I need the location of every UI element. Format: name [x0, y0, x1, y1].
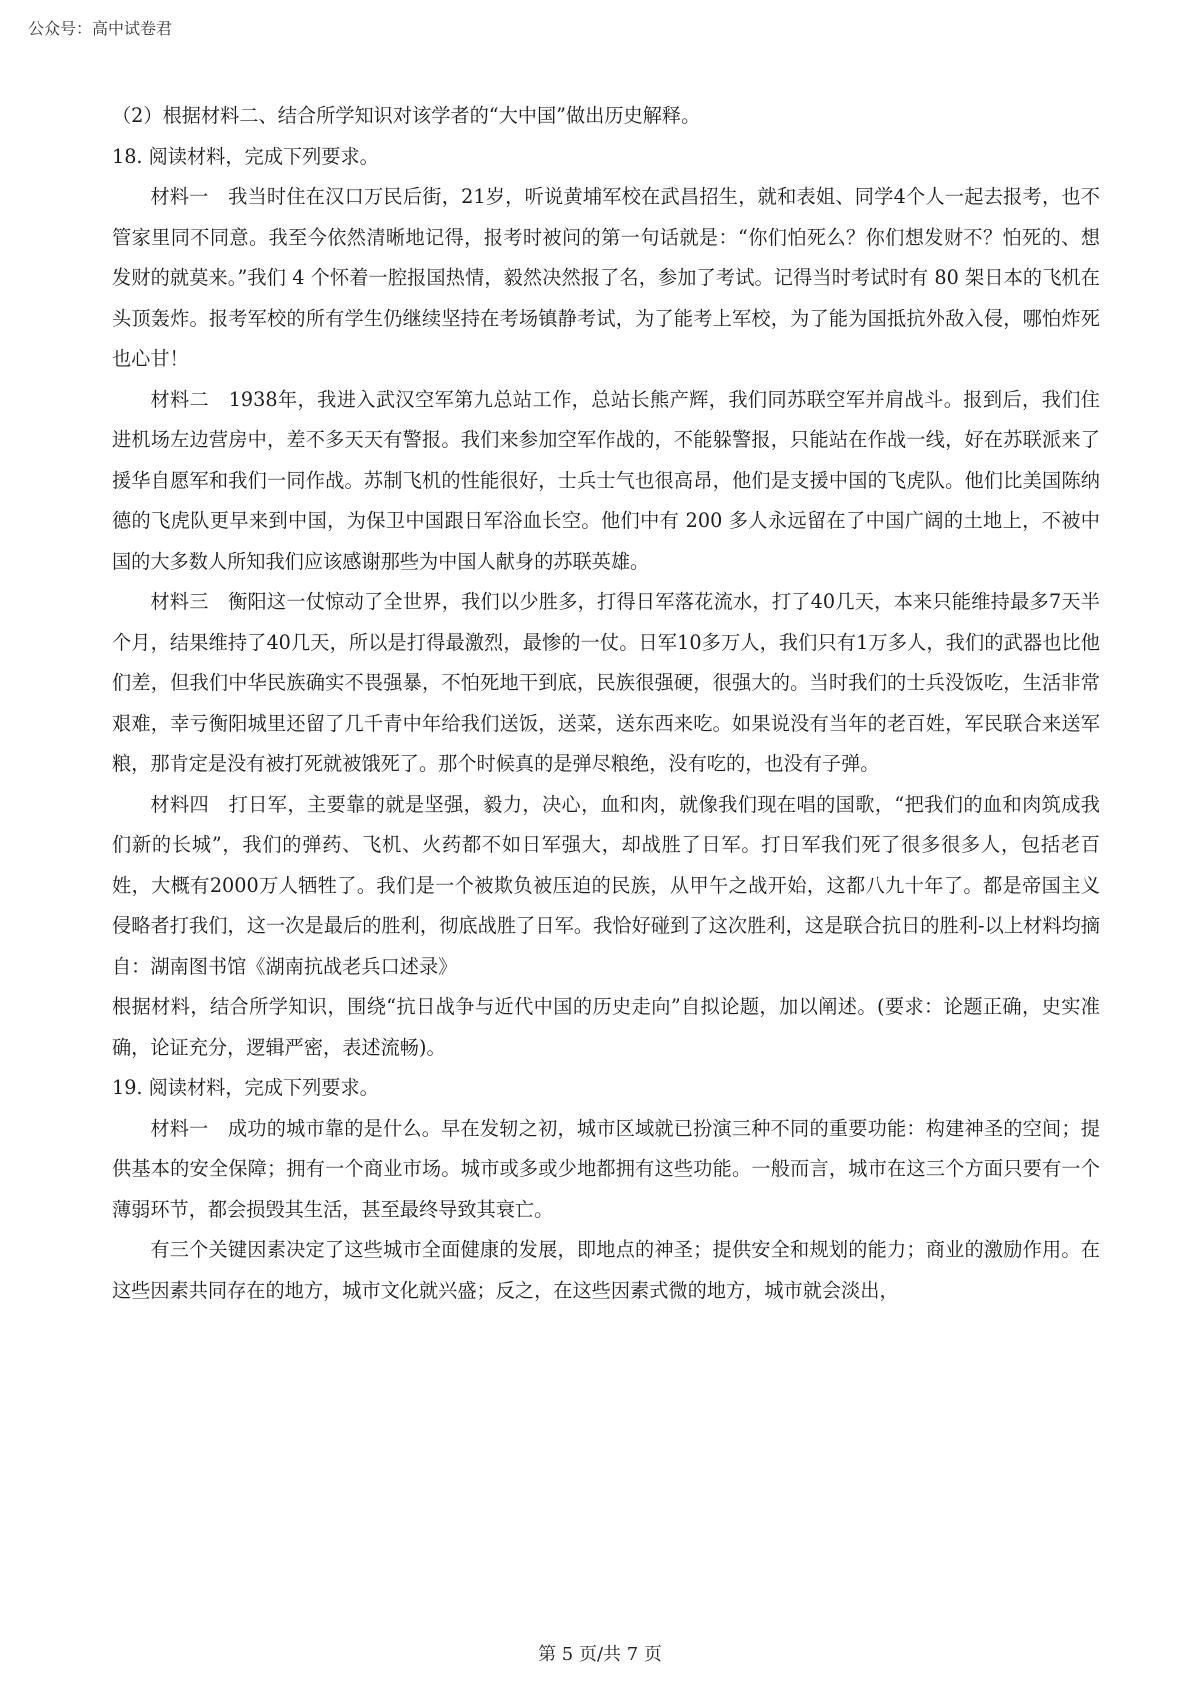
- q18-task: 根据材料，结合所学知识，围绕“抗日战争与近代中国的历史走向”自拟论题，加以阐述。(要求：论题正确，史实准确，论证充分，逻辑严密，表述流畅)。: [112, 995, 1100, 1059]
- page-number: 第 5 页/共 7 页: [538, 1644, 662, 1665]
- q19-material-1-continued: 有三个关键因素决定了这些城市全面健康的发展，即地点的神圣；提供安全和规划的能力；商业的激励作用。在这些因素共同存在的地方，城市文化就兴盛；反之，在这些因素式微的地方，城市就会淡出，: [112, 1238, 1100, 1302]
- q18-material-1: 材料一 我当时住在汉口万民后街，21岁，听说黄埔军校在武昌招生，就和表姐、同学4个人一起去报考，也不管家里同不同意。我至今依然清晰地记得，报考时被问的第一句话就是：“你们怕死么？你们想发财不？怕死的、想发财的就莫来。”我们 4 个怀着一腔报国热情，毅然决然报了名，参加了考试。记得当时考试时有 80 架日本的飞机在头顶轰炸。报考军校的所有学生仍继续坚持在考场镇静考试，为了能考上军校，为了能为国抵抗外敌入侵，哪怕炸死也心甘！: [112, 185, 1100, 370]
- q18-material-3: 材料三 衡阳这一仗惊动了全世界，我们以少胜多，打得日军落花流水，打了40几天，本来只能维持最多7天半个月，结果维持了40几天，所以是打得最激烈，最惨的一仗。日军10多万人，我们只有1万多人，我们的武器也比他们差，但我们中华民族确实不畏强暴，不怕死地干到底，民族很强硬，很强大的。当时我们的士兵没饭吃，生活非常艰难，幸亏衡阳城里还留了几千青中年给我们送饭，送菜，送东西来吃。如果说没有当年的老百姓，军民联合来送军粮，那肯定是没有被打死就被饿死了。那个时候真的是弹尽粮绝，没有吃的，也没有子弹。: [112, 590, 1100, 775]
- page-header: 公众号：高中试卷君: [28, 19, 173, 38]
- q19-material-1: 材料一 成功的城市靠的是什么。早在发轫之初，城市区域就已扮演三种不同的重要功能：构建神圣的空间；提供基本的安全保障；拥有一个商业市场。城市或多或少地都拥有这些功能。一般而言，城市在这三个方面只要有一个薄弱环节，都会损毁其生活，甚至最终导致其衰亡。: [112, 1116, 1100, 1221]
- page-content: [112, 96, 1100, 1311]
- q17-part2: （2）根据材料二、结合所学知识对该学者的“大中国”做出历史解释。: [112, 104, 701, 127]
- q18-material-4: 材料四 打日军，主要靠的就是坚强，毅力，决心，血和肉，就像我们现在唱的国歌，“把我们的血和肉筑成我们新的长城”，我们的弹药、飞机、火药都不如日军强大，却战胜了日军。打日军我们死了很多很多人，包括老百姓，大概有2000万人牺牲了。我们是一个被欺负被压迫的民族，从甲午之战开始，这都八九十年了。都是帝国主义侵略者打我们，这一次是最后的胜利，彻底战胜了日军。我恰好碰到了这次胜利，这是联合抗日的胜利-以上材料均摘自：湖南图书馆《湖南抗战老兵口述录》: [112, 792, 1100, 978]
- q19-heading: 19. 阅读材料，完成下列要求。: [112, 1076, 379, 1099]
- q18-material-2: 材料二 1938年，我进入武汉空军第九总站工作，总站长熊产辉，我们同苏联空军并肩战斗。报到后，我们住进机场左边营房中，差不多天天有警报。我们来参加空军作战的，不能躲警报，只能站在作战一线，好在苏联派来了援华自愿军和我们一同作战。苏制飞机的性能很好，士兵士气也很高昂，他们是支援中国的飞虎队。他们比美国陈纳德的飞虎队更早来到中国，为保卫中国跟日军浴血长空。他们中有 200 多人永远留在了中国广阔的土地上，不被中国的大多数人所知我们应该感谢那些为中国人献身的苏联英雄。: [112, 387, 1100, 573]
- q18-heading: 18. 阅读材料，完成下列要求。: [112, 144, 379, 168]
